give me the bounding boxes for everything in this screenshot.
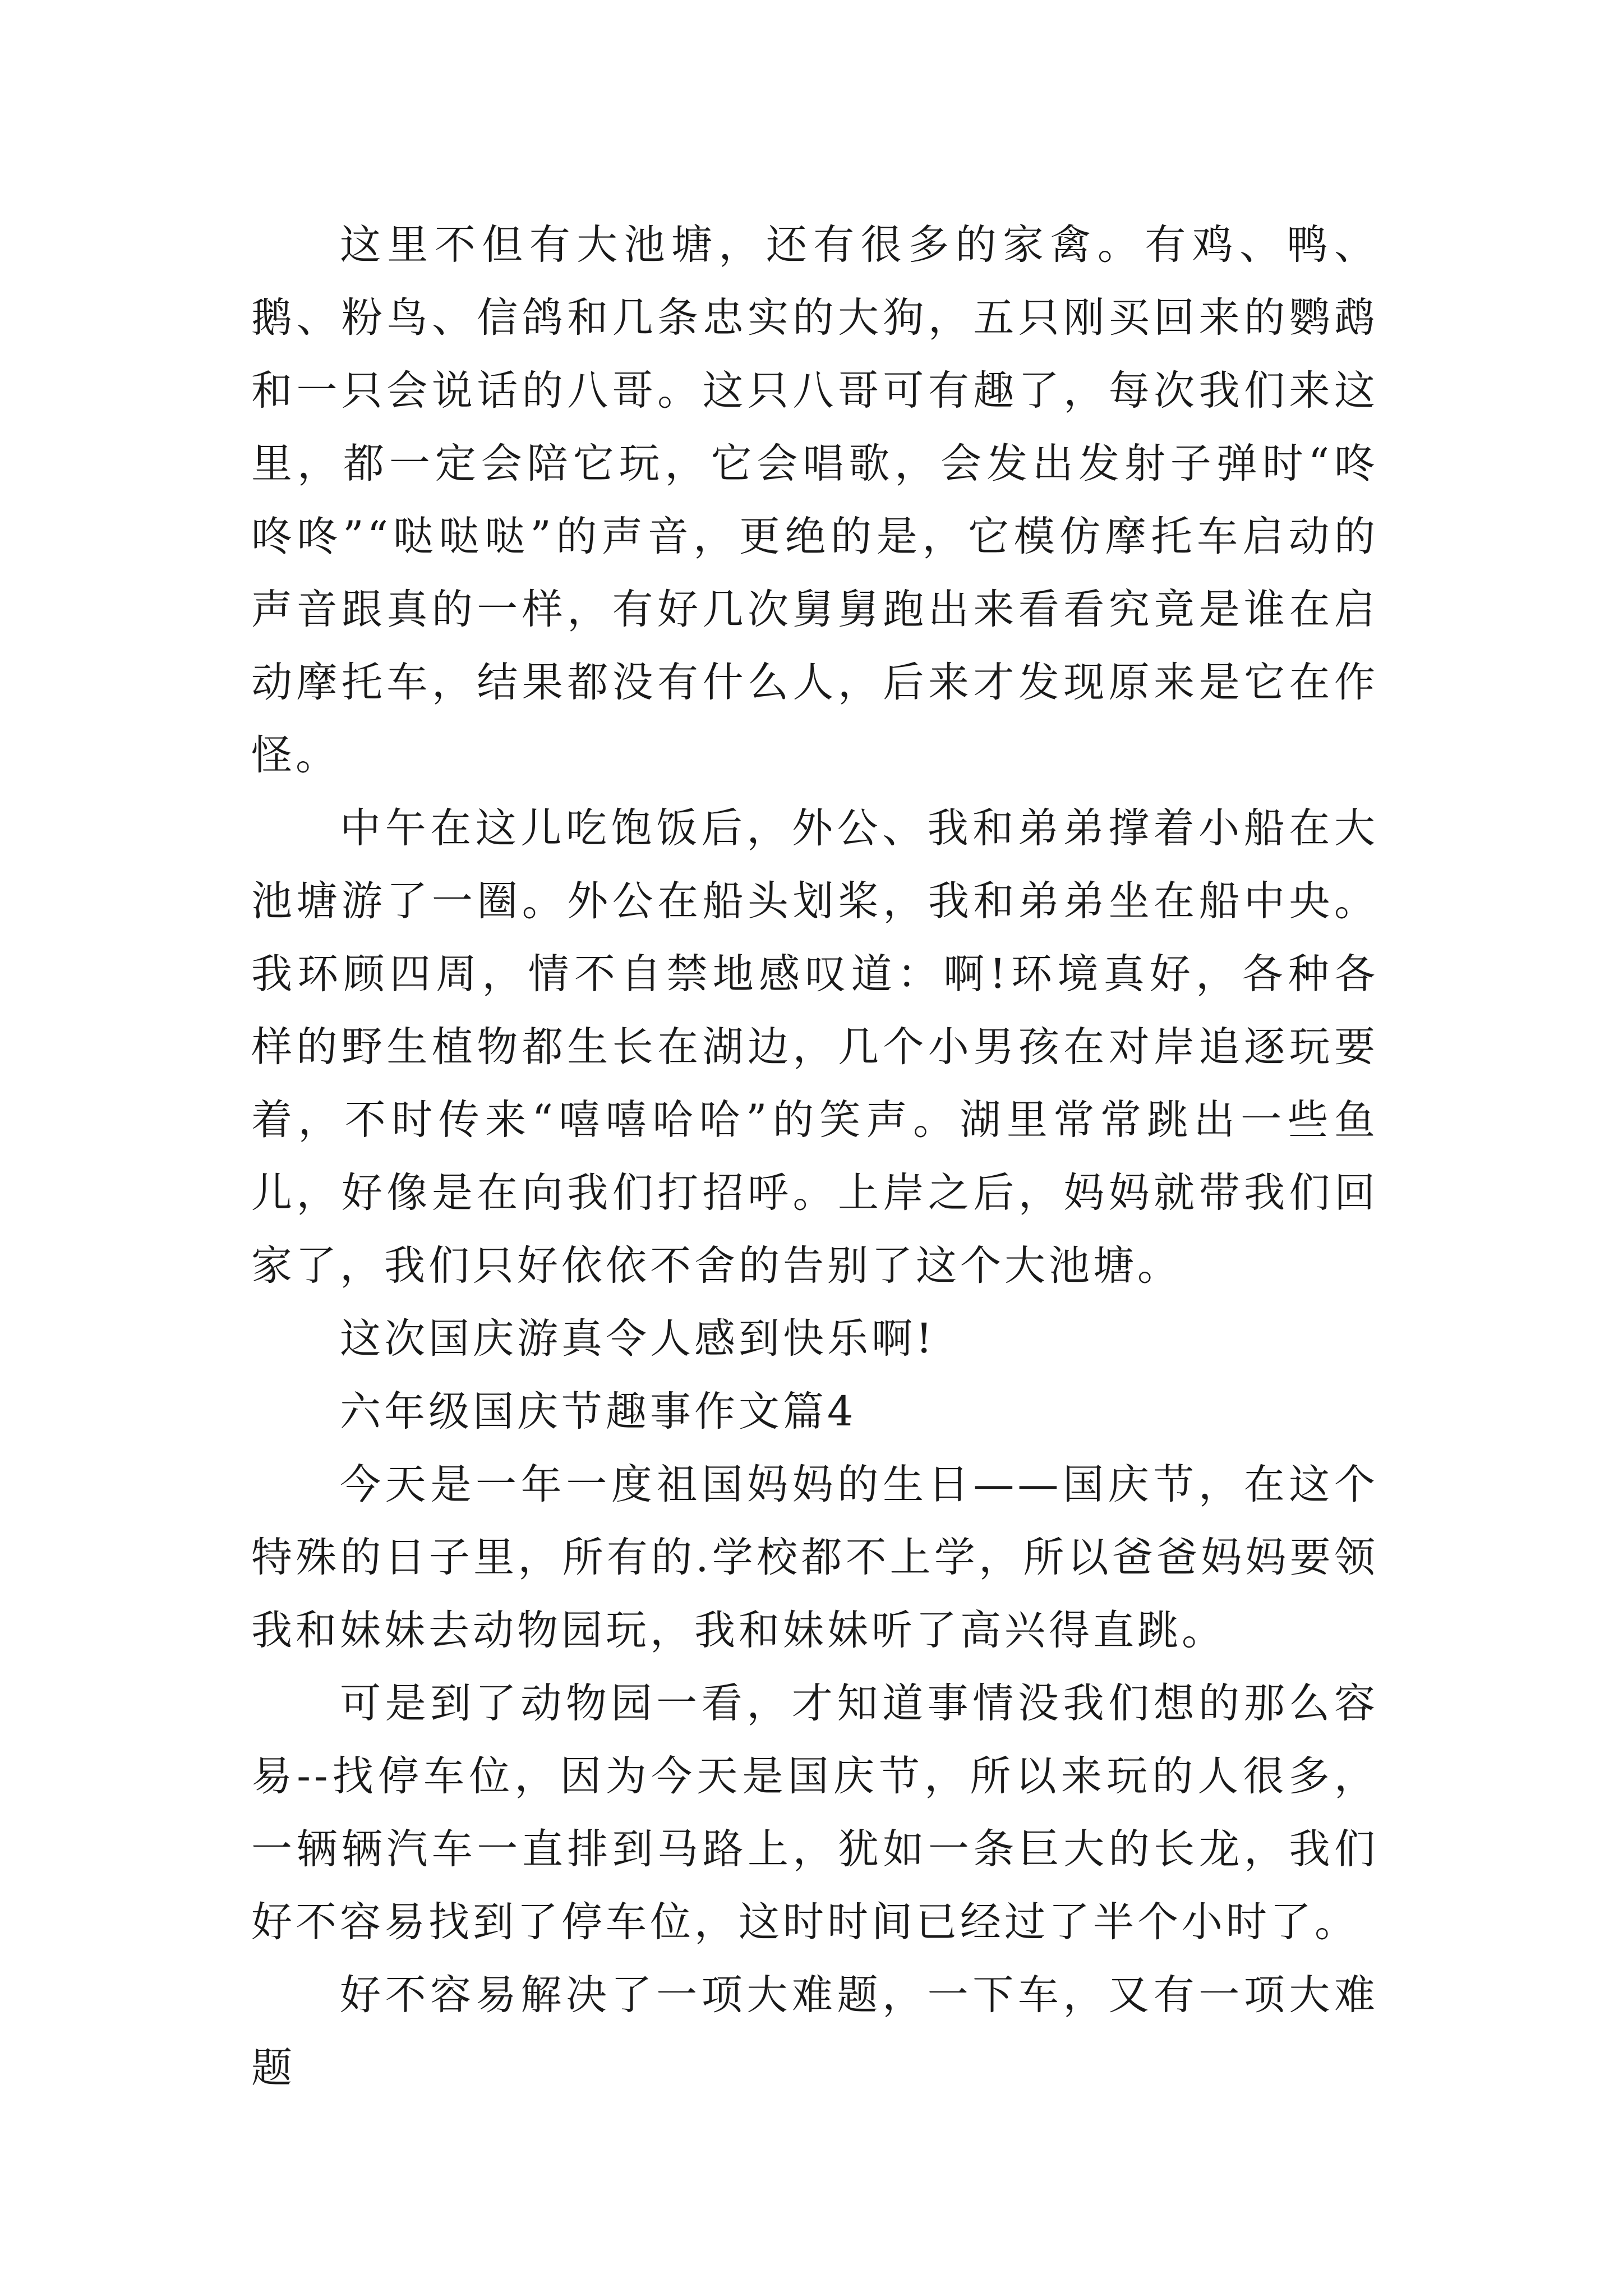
paragraph-conclusion: 这次国庆游真令人感到快乐啊! [340,1315,936,1363]
section-heading: 六年级国庆节趣事作文篇4 [340,1388,857,1435]
paragraph-poultry: 这里不但有大池塘，还有很多的家禽。有鸡、鸭、鹅、粉鸟、信鸽和几条忠实的大狗，五只刚买回来的鹦鹉和一只会说话的八哥。这只八哥可有趣了，每次我们来这里，都一定会陪它玩，它会唱歌，会发出发射子弹时“咚咚咚”“哒哒哒”的声音，更绝的是，它模仿摩托车启动的声音跟真的一样，有好几次舅舅跑出来看看究竟是谁在启动摩托车，结果都没有什么人，后来才发现原来是它在作怪。 [251,221,1378,779]
document-body [251,209,1378,2105]
paragraph-next-problem: 好不容易解决了一项大难题，一下车，又有一项大难题 [251,1971,1378,2092]
paragraph-national-day: 今天是一年一度祖国妈妈的生日——国庆节，在这个特殊的日子里，所有的.学校都不上学，所以爸爸妈妈要领我和妹妹去动物园玩，我和妹妹听了高兴得直跳。 [251,1461,1378,1654]
paragraph-boat-trip: 中午在这儿吃饱饭后，外公、我和弟弟撑着小船在大池塘游了一圈。外公在船头划桨，我和弟弟坐在船中央。我环顾四周，情不自禁地感叹道：啊!环境真好，各种各样的野生植物都生长在湖边，几个小男孩在对岸追逐玩要着，不时传来“嘻嘻哈哈”的笑声。湖里常常跳出一些鱼儿，好像是在向我们打招呼。上岸之后，妈妈就带我们回家了，我们只好依依不舍的告别了这个大池塘。 [251,804,1378,1290]
paragraph-parking: 可是到了动物园一看，才知道事情没我们想的那么容易--找停车位，因为今天是国庆节，所以来玩的人很多，一辆辆汽车一直排到马路上，犹如一条巨大的长龙，我们好不容易找到了停车位，这时时间已经过了半个小时了。 [251,1680,1378,1946]
